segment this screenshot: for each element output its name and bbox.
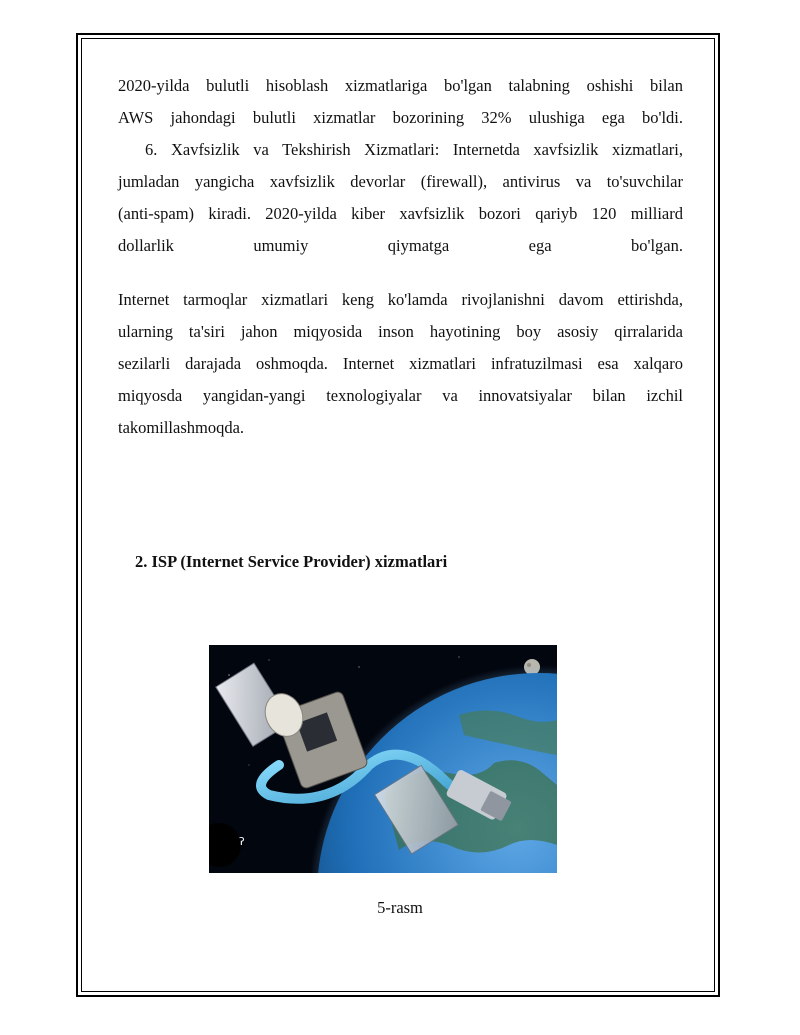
text-line: Internet tarmoqlar xizmatlari keng ko'lamda rivojlanishni davom ettirishda, [118, 290, 683, 309]
text-line: AWS jahondagi bulutli xizmatlar bozorining 32% ulushiga ega bo'ldi. [118, 108, 683, 127]
paragraph-cloud-market [118, 70, 683, 134]
text-line: 2020-yilda bulutli hisoblash xizmatlariga bo'lgan talabning oshishi bilan [118, 76, 683, 95]
svg-text:ʔ: ʔ [239, 835, 245, 848]
figure-caption: 5-rasm [377, 898, 423, 917]
text-line: miqyosda yangidan-yangi texnologiyalar va innovatsiyalar bilan izchil [118, 386, 683, 405]
section-heading: 2. ISP (Internet Service Provider) xizmatlari [135, 552, 448, 571]
satellite-earth-illustration [209, 645, 557, 873]
text-line: jumladan yangicha xavfsizlik devorlar (firewall), antivirus va to'suvchilar [118, 172, 683, 191]
paragraph-network-services [118, 284, 683, 444]
text-line: 6. Xavfsizlik va Tekshirish Xizmatlari: Internetda xavfsizlik xizmatlari, [145, 140, 683, 159]
text-line: takomillashmoqda. [118, 418, 245, 437]
document-body [118, 70, 683, 444]
figure-satellite-earth [209, 645, 557, 873]
text-line: (anti-spam) kiradi. 2020-yilda kiber xavfsizlik bozori qariyb 120 milliard [118, 204, 683, 223]
text-line: dollarlik umumiy qiymatga ega bo'lgan. [118, 236, 683, 255]
text-line: sezilarli darajada oshmoqda. Internet xizmatlari infratuzilmasi esa xalqaro [118, 354, 683, 373]
text-line: ularning ta'siri jahon miqyosida inson hayotining boy asosiy qirralarida [118, 322, 683, 341]
paragraph-security-services [118, 134, 683, 262]
